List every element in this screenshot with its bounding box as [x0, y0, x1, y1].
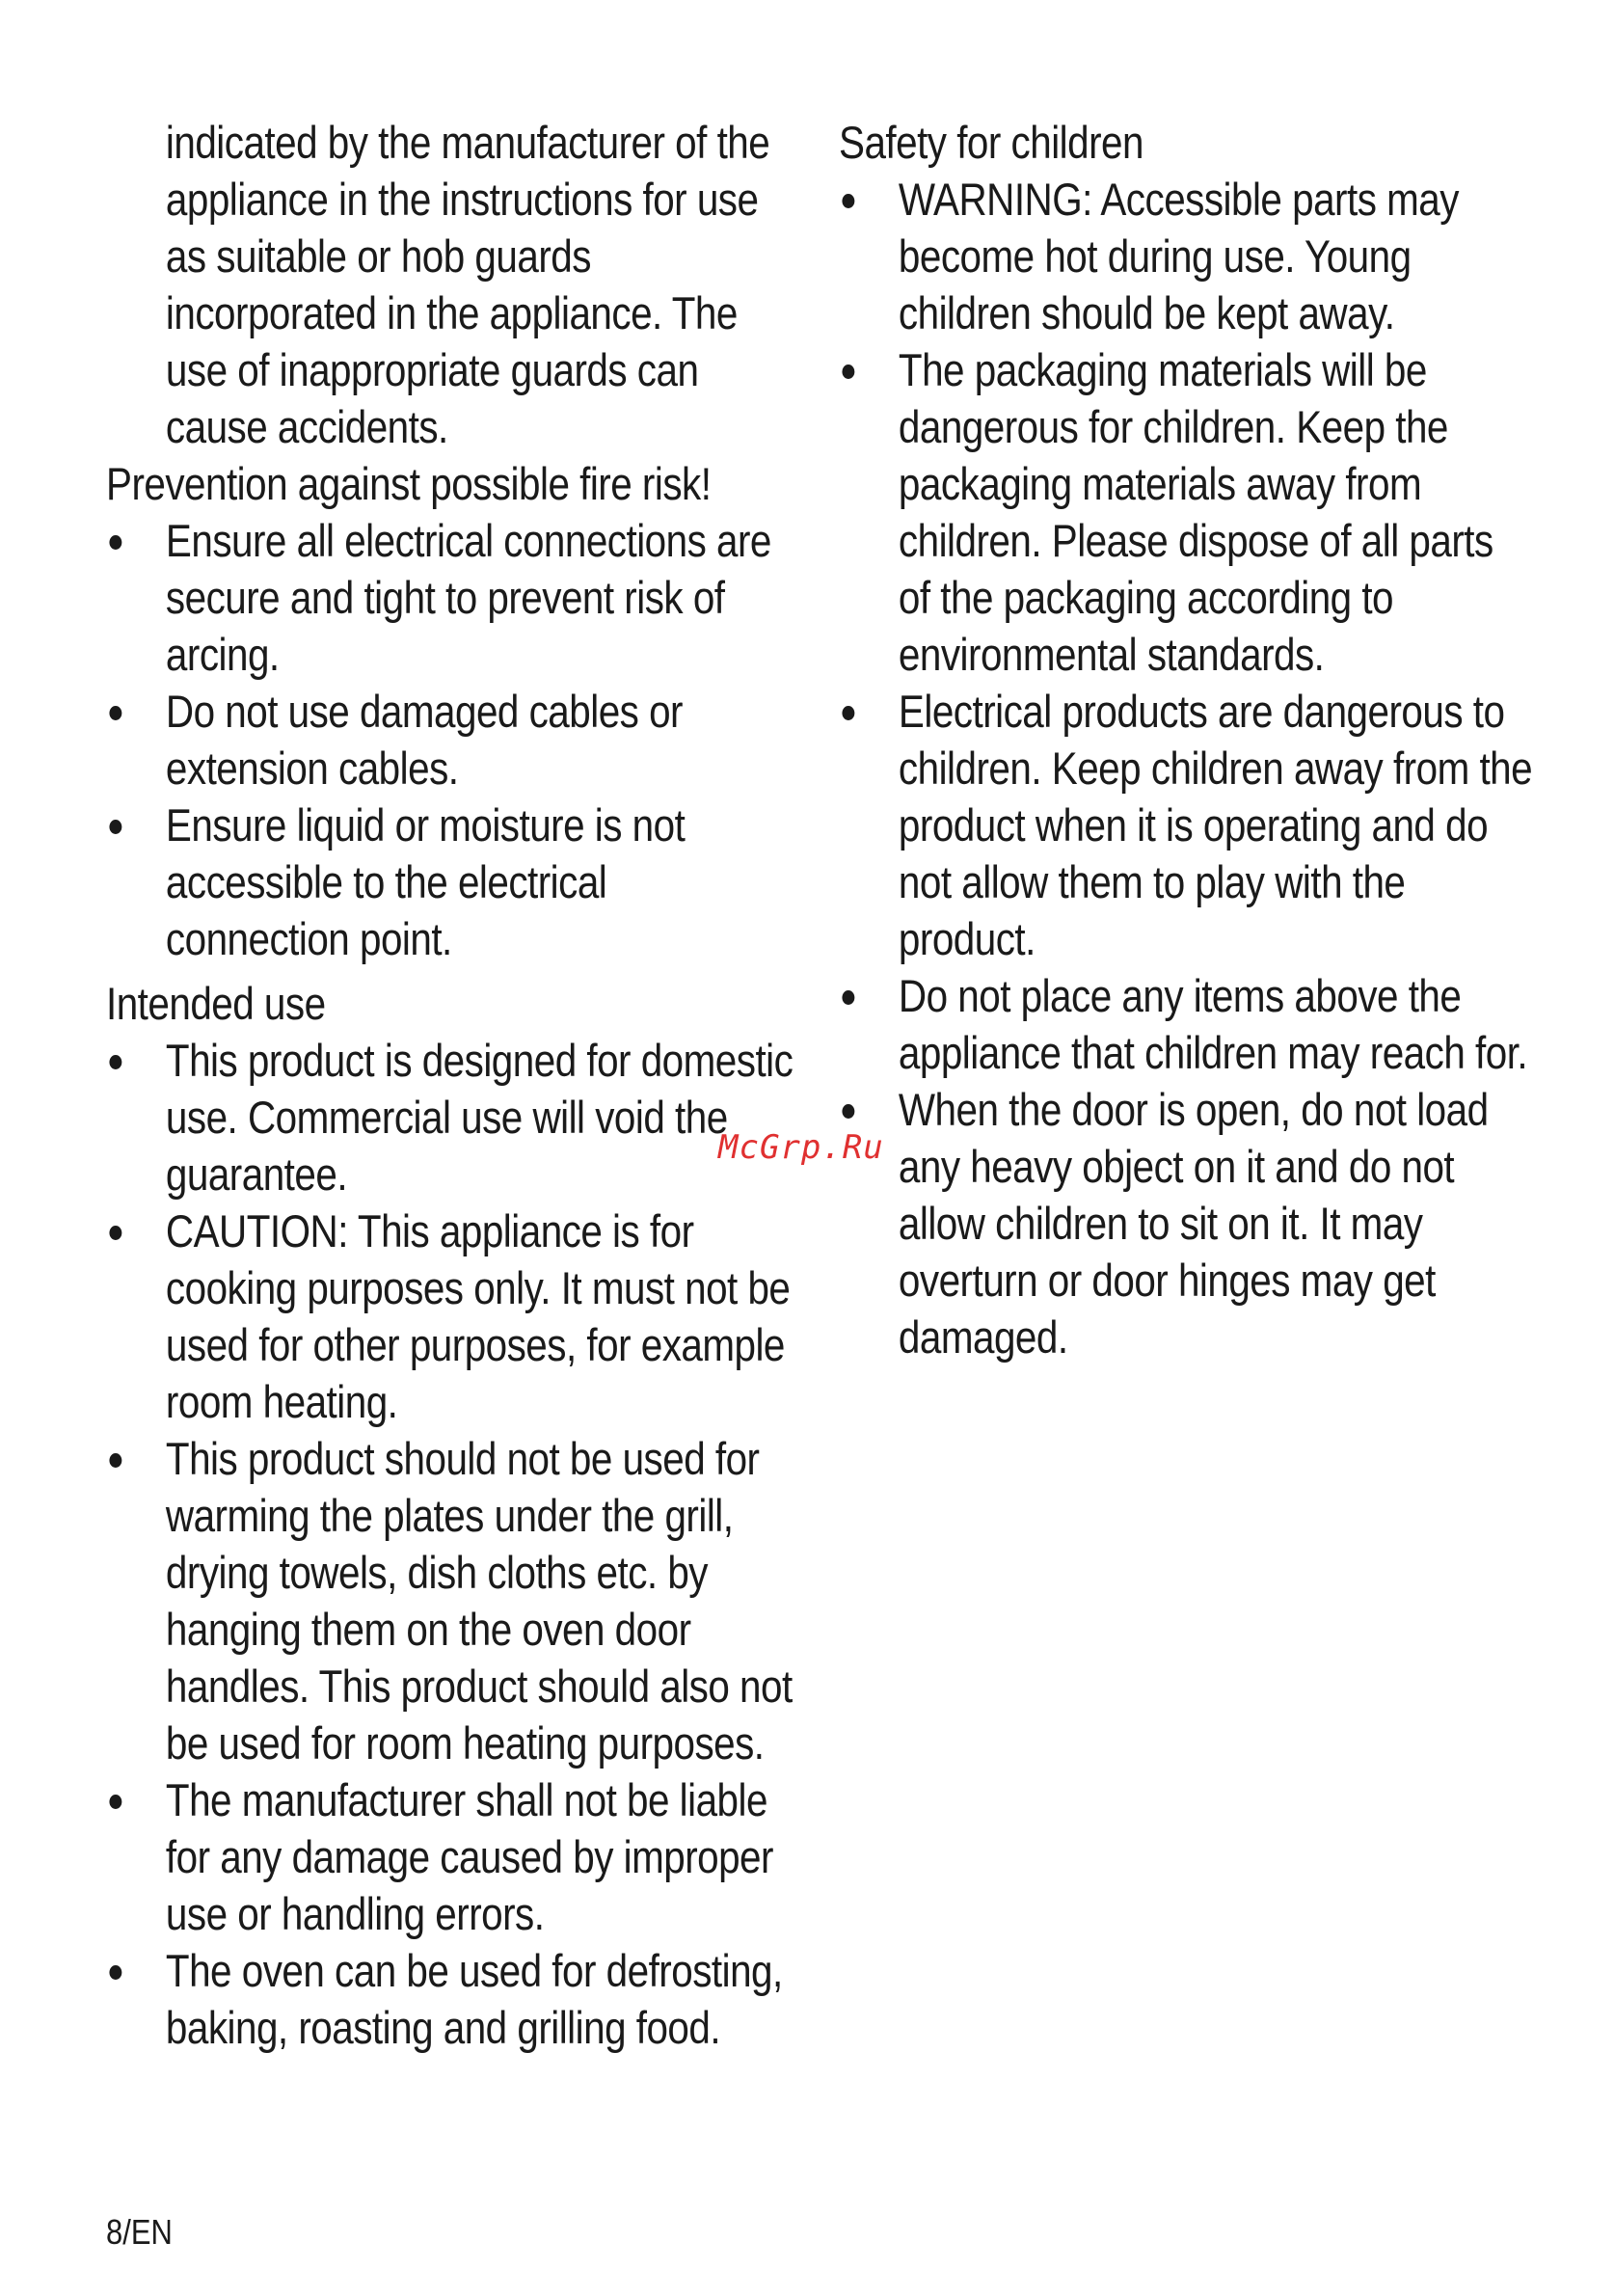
- bullet-icon: [842, 194, 854, 208]
- list-item-text: This product is designed for domestic use. Commercial use will void the guarantee.: [165, 1035, 794, 1200]
- intended-use-list: [106, 1032, 800, 2056]
- left-column-text: [106, 114, 800, 2056]
- list-item: [106, 1032, 800, 1202]
- list-item-text: Ensure all electrical connections are secure and tight to prevent risk of arcing.: [165, 515, 771, 680]
- list-item-text: The oven can be used for defrosting, baking, roasting and grilling food.: [165, 1945, 783, 2053]
- bullet-icon: [109, 820, 121, 834]
- bullet-icon: [109, 535, 121, 550]
- list-item: [106, 1942, 800, 2056]
- list-item-text: When the door is open, do not load any heavy object on it and do not allow children to sit on it. It may overturn or door hinges may get damaged.: [898, 1084, 1489, 1363]
- right-column-text: [839, 114, 1533, 1365]
- left-column: [106, 114, 800, 2056]
- list-item: [839, 341, 1533, 683]
- list-item-text: Electrical products are dangerous to children. Keep children away from the product when it is operating and do not allow them to play with the product.: [898, 686, 1533, 964]
- bullet-icon: [109, 1453, 121, 1468]
- list-item: [839, 683, 1533, 967]
- watermark-text: McGrp.Ru: [718, 1128, 884, 1167]
- list-item: [839, 171, 1533, 341]
- page-number: 8/EN: [106, 2212, 173, 2252]
- bullet-icon: [842, 990, 854, 1005]
- list-item-text: The manufacturer shall not be liable for any damage caused by improper use or handling errors.: [165, 1774, 773, 1939]
- list-item-text: This product should not be used for warming the plates under the grill, drying towels, dish cloths etc. by hanging them on the oven door handles. This product should also not be used for room heating purposes.: [165, 1433, 793, 1769]
- bullet-icon: [109, 1226, 121, 1240]
- list-item: [106, 1430, 800, 1771]
- list-item: [839, 1081, 1533, 1365]
- bullet-icon: [109, 1795, 121, 1809]
- right-column: [839, 114, 1533, 1365]
- list-item: [106, 1771, 800, 1942]
- list-item: [106, 797, 800, 967]
- list-item: [106, 512, 800, 683]
- list-item-text: Ensure liquid or moisture is not accessible to the electrical connection point.: [165, 799, 686, 964]
- list-item-text: Do not place any items above the appliance that children may reach for.: [898, 970, 1528, 1078]
- list-item-text: WARNING: Accessible parts may become hot during use. Young children should be kept away.: [898, 174, 1459, 338]
- bullet-icon: [109, 1055, 121, 1069]
- list-item-text: CAUTION: This appliance is for cooking purposes only. It must not be used for other purposes, for example room heating.: [165, 1205, 791, 1427]
- safety-children-list: [839, 171, 1533, 1365]
- list-item: [106, 683, 800, 797]
- bullet-icon: [109, 706, 121, 720]
- list-item: [106, 1202, 800, 1430]
- list-item: [839, 967, 1533, 1081]
- fire-risk-list: [106, 512, 800, 967]
- safety-children-heading: Safety for children: [839, 117, 1143, 168]
- bullet-icon: [109, 1965, 121, 1980]
- list-item-text: The packaging materials will be dangerous for children. Keep the packaging materials away from children. Please dispose of all parts of the packaging according to environmental standards.: [898, 344, 1493, 680]
- list-item-text: Do not use damaged cables or extension cables.: [165, 686, 683, 794]
- bullet-icon: [842, 1104, 854, 1119]
- intended-use-heading: Intended use: [106, 978, 326, 1029]
- bullet-icon: [842, 706, 854, 720]
- fire-risk-heading: Prevention against possible fire risk!: [106, 458, 712, 509]
- continued-paragraph: indicated by the manufacturer of the appliance in the instructions for use as suitable or hob guards incorporated in the appliance. The use of inappropriate guards can cause accidents.: [165, 117, 770, 452]
- bullet-icon: [842, 365, 854, 379]
